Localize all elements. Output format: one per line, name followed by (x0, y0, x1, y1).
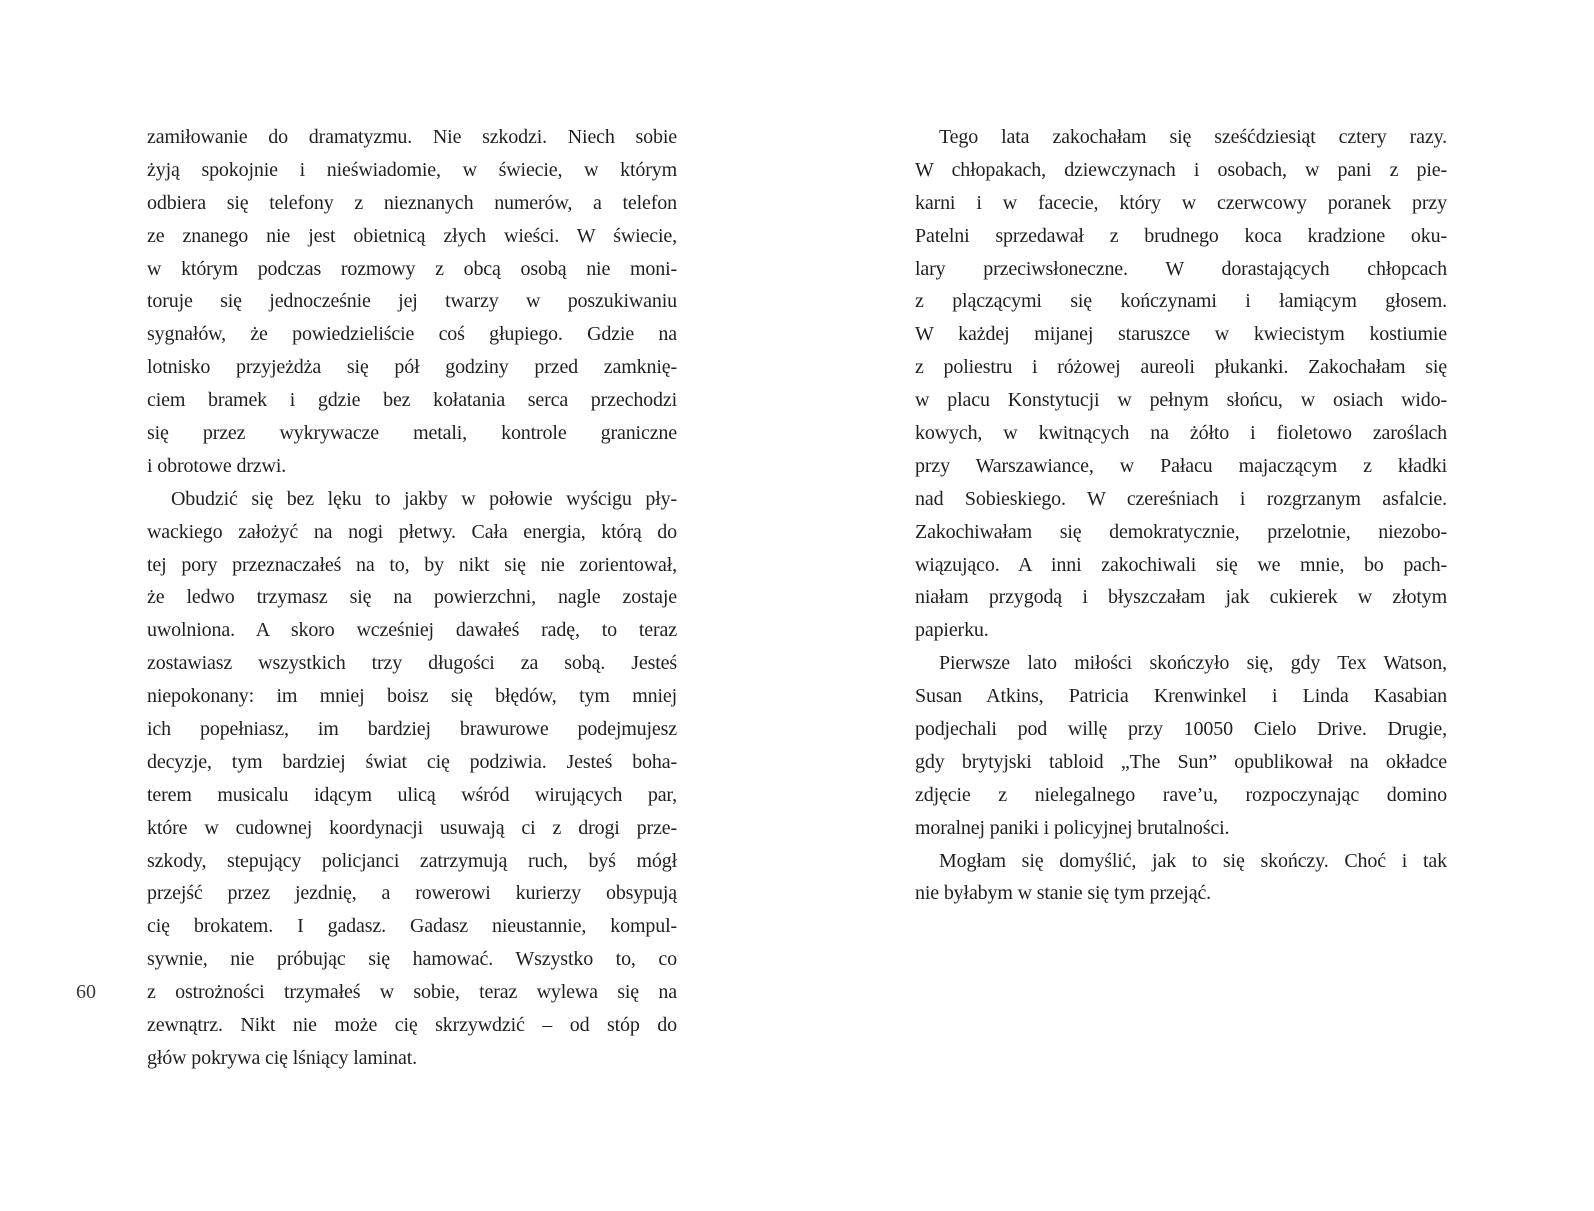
text-line: podjechali pod willę przy 10050 Cielo Drive. Drugie, (915, 718, 1447, 741)
text-line: Obudzić się bez lęku to jakby w połowie wyścigu pły- (171, 487, 677, 510)
text-line: papierku. (915, 619, 989, 642)
text-line: karni i w facecie, który w czerwcowy poranek przy (915, 191, 1447, 214)
text-line: Zakochiwałam się demokratycznie, przelotnie, niezobo- (915, 520, 1447, 543)
right-page-text (915, 121, 1447, 910)
text-line: żyją spokojnie i nieświadomie, w świecie, w którym (147, 158, 677, 181)
text-line: i obrotowe drzwi. (147, 454, 287, 477)
text-line: terem musicalu idącym ulicą wśród wirujących par, (147, 783, 677, 806)
text-line: wiązująco. A inni zakochiwali się we mnie, bo pach- (915, 553, 1447, 576)
text-line: cię brokatem. I gadasz. Gadasz nieustannie, kompul- (147, 915, 677, 938)
text-line: z plączącymi się kończynami i łamiącym głosem. (915, 290, 1447, 313)
text-line: przy Warszawiance, w Pałacu majaczącym z kładki (915, 454, 1447, 477)
text-line: niałam przygodą i błyszczałam jak cukierek w złotym (915, 586, 1447, 609)
text-line: nie byłabym w stanie się tym przejąć. (915, 882, 1212, 905)
left-page-text (147, 121, 677, 1075)
text-line: przejść przez jezdnię, a rowerowi kurierzy obsypują (147, 882, 677, 905)
text-line: że ledwo trzymasz się na powierzchni, nagle zostaje (147, 586, 677, 609)
text-line: uwolniona. A skoro wcześniej dawałeś radę, to teraz (147, 619, 677, 642)
text-line: odbiera się telefony z nieznanych numerów, a telefon (147, 191, 677, 214)
text-line: lotnisko przyjeżdża się pół godziny przed zamknię- (147, 356, 677, 379)
text-line: wackiego założyć na nogi płetwy. Cała energia, którą do (147, 520, 677, 543)
text-line: kowych, w kwitnących na żółto i fioletowo zaroślach (915, 422, 1447, 445)
text-line: zostawiasz wszystkich trzy długości za sobą. Jesteś (147, 652, 677, 675)
text-line: Pierwsze lato miłości skończyło się, gdy Tex Watson, (939, 652, 1447, 675)
page-number: 60 (76, 981, 96, 1003)
text-line: szkody, stepujący policjanci zatrzymują ruch, byś mógł (147, 849, 677, 872)
text-line: tej pory przeznaczałeś na to, by nikt się nie zorientował, (147, 553, 677, 576)
text-line: moralnej paniki i policyjnej brutalności. (915, 816, 1230, 839)
text-line: Patelni sprzedawał z brudnego koca kradzione oku- (915, 224, 1447, 247)
text-line: w którym podczas rozmowy z obcą osobą nie moni- (147, 257, 677, 280)
text-line: Tego lata zakochałam się sześćdziesiąt cztery razy. (939, 126, 1447, 148)
text-line: w placu Konstytucji w pełnym słońcu, w osiach wido- (915, 389, 1447, 412)
text-line: W każdej mijanej staruszce w kwiecistym kostiumie (915, 323, 1447, 346)
text-line: które w cudownej koordynacji usuwają ci z drogi prze- (147, 816, 677, 839)
text-line: Susan Atkins, Patricia Krenwinkel i Linda Kasabian (915, 685, 1447, 708)
text-line: sywnie, nie próbując się hamować. Wszystko to, co (147, 948, 677, 971)
text-line: z poliestru i różowej aureoli płukanki. Zakochałam się (915, 356, 1447, 379)
text-line: zdjęcie z nielegalnego rave’u, rozpoczynając domino (915, 783, 1447, 806)
text-line: ze znanego nie jest obietnicą złych wieści. W świecie, (147, 224, 677, 247)
text-line: toruje się jednocześnie jej twarzy w poszukiwaniu (147, 290, 677, 313)
text-line: głów pokrywa cię lśniący laminat. (147, 1046, 417, 1069)
text-line: gdy brytyjski tabloid „The Sun” opublikował na okładce (915, 750, 1447, 773)
text-line: z ostrożności trzymałeś w sobie, teraz wylewa się na (147, 981, 677, 1004)
text-line: sygnałów, że powiedzieliście coś głupiego. Gdzie na (147, 323, 677, 346)
text-line: zamiłowanie do dramatyzmu. Nie szkodzi. Niech sobie (147, 126, 677, 148)
text-line: się przez wykrywacze metali, kontrole graniczne (147, 422, 677, 445)
text-line: niepokonany: im mniej boisz się błędów, tym mniej (147, 685, 677, 708)
text-line: decyzje, tym bardziej świat cię podziwia. Jesteś boha- (147, 750, 677, 773)
text-line: zewnątrz. Nikt nie może cię skrzywdzić – od stóp do (147, 1014, 677, 1037)
text-line: W chłopakach, dziewczynach i osobach, w pani z pie- (915, 158, 1447, 181)
text-line: lary przeciwsłoneczne. W dorastających chłopcach (915, 257, 1447, 280)
text-line: ciem bramek i gdzie bez kołatania serca przechodzi (147, 389, 677, 412)
text-line: nad Sobieskiego. W czereśniach i rozgrzanym asfalcie. (915, 487, 1447, 510)
text-line: ich popełniasz, im bardziej brawurowe podejmujesz (147, 718, 677, 741)
text-line: Mogłam się domyślić, jak to się skończy. Choć i tak (939, 849, 1447, 872)
